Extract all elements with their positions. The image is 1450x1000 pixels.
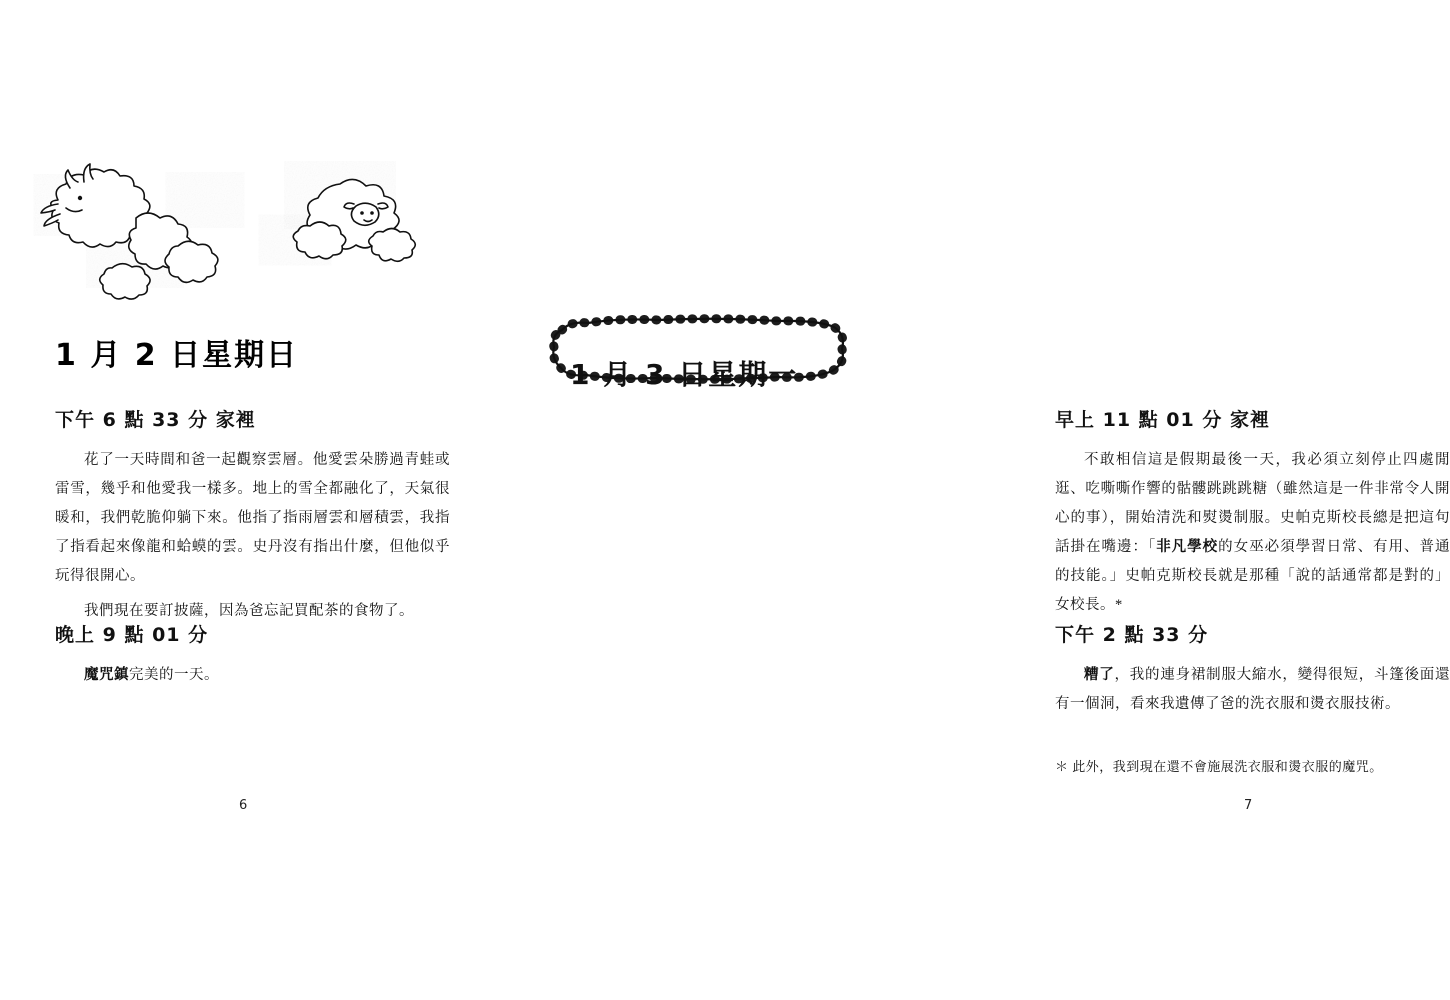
paragraph-bold-lead: 魔咒鎮 (84, 667, 129, 683)
page-number-right: 7 (1244, 798, 1253, 813)
page-number-left: 6 (239, 798, 248, 813)
time-heading: 早上 11 點 01 分 家裡 (1055, 409, 1270, 431)
paragraph-part-one: 不敢相信這是假期最後一天，我必須立刻停止四處閒逛、吃嘶嘶作響的骷髏跳跳跳糖（雖然這是一件非常令人開心的事），開始清洗和熨燙制服。史帕克斯校長總是把這句話掛在嘴邊：「 (1055, 452, 1450, 555)
paragraph-rest: 完美的一天。 (129, 667, 219, 683)
paragraph (55, 661, 450, 690)
right-section-one (1055, 405, 1450, 626)
paragraph-bold-lead: 糟了 (1084, 667, 1115, 683)
footnote: ＊ 此外，我到現在還不會施展洗衣服和燙衣服的魔咒。 (1055, 759, 1383, 774)
paragraph: 我們現在要訂披薩，因為爸忘記買配茶的食物了。 (84, 603, 414, 619)
paragraph: 花了一天時間和爸一起觀察雲層。他愛雲朵勝過青蛙或雷雪，幾乎和他愛我一樣多。地上的雪全都融化了，天氣很暖和，我們乾脆仰躺下來。他指了指雨層雲和層積雲，我指了指看起來像龍和蛤蟆的雲。史丹沒有指出什麼，但他似乎玩得很開心。 (55, 452, 450, 584)
left-section-two (55, 620, 450, 696)
paragraph (1055, 661, 1450, 719)
time-heading: 晚上 9 點 01 分 (55, 624, 209, 646)
time-heading: 下午 2 點 33 分 (1055, 624, 1209, 646)
dragon-and-sheep-clouds-sketch (40, 160, 420, 295)
right-date-heading (548, 318, 848, 391)
right-section-two (1055, 620, 1450, 725)
left-section-one (55, 405, 450, 632)
date-heading-text: 1 月 3 日星期一 (570, 357, 799, 391)
paragraph-rest: ，我的連身裙制服大縮水，變得很短，斗篷後面還有一個洞，看來我遺傳了爸的洗衣服和燙衣服技術。 (1055, 667, 1450, 712)
date-heading-text: 1 月 2 日星期日 (55, 338, 299, 373)
paragraph-bold-run: 非凡學校 (1156, 539, 1219, 555)
left-page (0, 0, 500, 1000)
right-page (500, 0, 1450, 1000)
time-heading: 下午 6 點 33 分 家裡 (55, 409, 256, 431)
paragraph (1055, 446, 1450, 620)
paragraph-part-two: 的女巫必須學習日常、有用、普通的技能。」史帕克斯校長就是那種「說的話通常都是對的」女校長。* (1055, 539, 1450, 613)
left-date-heading (55, 330, 298, 374)
